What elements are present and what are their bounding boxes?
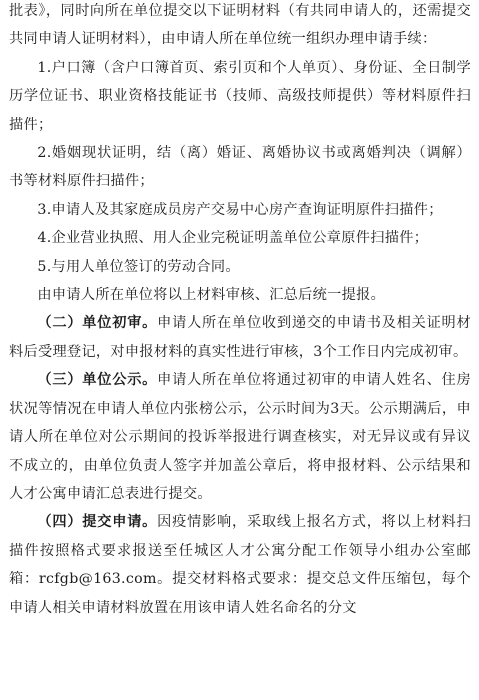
material-item-3: 3.申请人及其家庭成员房产交易中心房产查询证明原件扫描件； (37, 201, 443, 218)
step-publicity (9, 366, 471, 508)
step-initial-review-heading: （二）单位初审。 (37, 315, 158, 332)
material-item-1: 1.户口簿（含户口簿首页、索引页和个人单页）、身份证、全日制学历学位证书、职业资格技能证书（技师、高级技师提供）等材料原件扫描件； (9, 59, 471, 133)
material-item-4: 4.企业营业执照、用人企业完税证明盖单位公章原件扫描件； (37, 230, 429, 247)
step-initial-review (9, 309, 471, 366)
intro-paragraph: 批表》，同时向所在单位提交以下证明材料（有共同申请人的，还需提交共同申请人证明材料），由申请人所在单位统一组织办理申请手续： (9, 3, 471, 48)
step-submit-application-text: 因疫情影响，采取线上报名方式，将以上材料扫描件按照格式要求报送至任城区人才公寓分配工作领导小组办公室邮箱：rcfgb@163.com。提交材料格式要求：提交总文件压缩包，每个申请人相关申请材料放置在用该申请人姓名命名的分文 (9, 514, 471, 616)
step-publicity-heading: （三）单位公示。 (37, 372, 158, 389)
step-submit-application-heading: （四）提交申请。 (37, 514, 158, 531)
step-initial-review-text: 申请人所在单位收到递交的申请书及相关证明材料后受理登记，对申报材料的真实性进行审核，3个工作日内完成初审。 (9, 315, 471, 360)
step-publicity-text: 申请人所在单位将通过初审的申请人姓名、住房状况等情况在申请人单位内张榜公示，公示时间为3天。公示期满后，申请人所在单位对公示期间的投诉举报进行调查核实，对无异议或有异议不成立的，由单位负责人签字并加盖公章后，将申报材料、公示结果和人才公寓申请汇总表进行提交。 (9, 372, 471, 502)
submit-note: 由申请人所在单位将以上材料审核、汇总后统一提报。 (37, 287, 386, 304)
step-submit-application (9, 508, 471, 622)
material-item-5: 5.与用人单位签订的劳动合同。 (37, 258, 240, 275)
material-item-2: 2.婚姻现状证明，结（离）婚证、离婚协议书或离婚判决（调解）书等材料原件扫描件； (9, 145, 471, 190)
